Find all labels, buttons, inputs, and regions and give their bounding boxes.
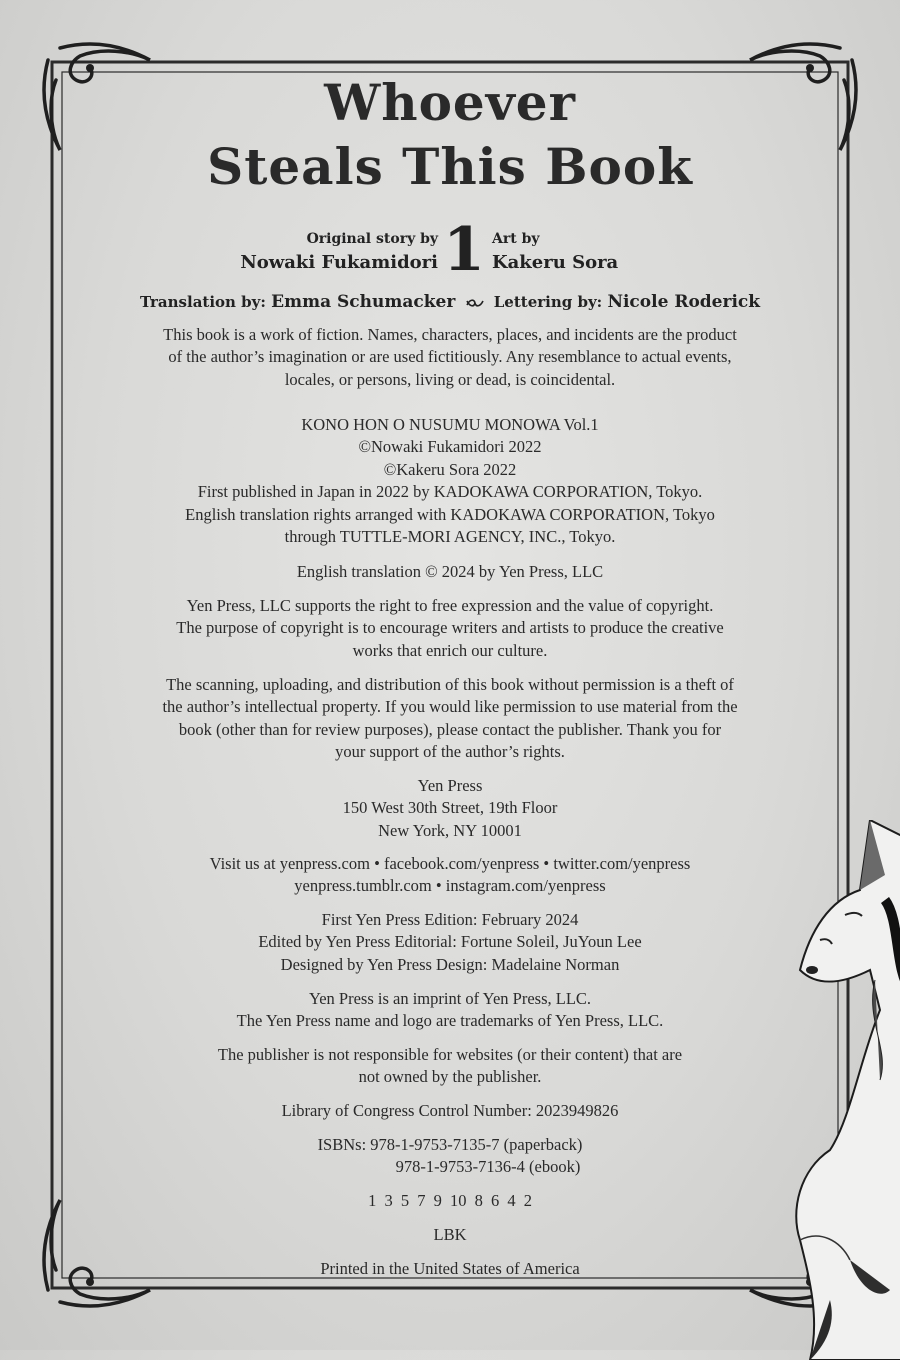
text-line: ISBNs: 978-1-9753-7135-7 (paperback) xyxy=(317,1135,583,1154)
original-story-name: Nowaki Fukamidori xyxy=(240,252,438,273)
text-line: Printed in the United States of America xyxy=(320,1259,580,1278)
original-story-credit xyxy=(240,228,438,276)
fiction-disclaimer xyxy=(80,324,820,391)
art-role: Art by xyxy=(492,231,540,247)
flourish-icon xyxy=(465,297,485,309)
fox-illustration xyxy=(790,820,900,1360)
text-line: 1 3 5 7 9 10 8 6 4 2 xyxy=(368,1191,532,1210)
staff-credits xyxy=(40,292,860,312)
lettering-label: Lettering by: xyxy=(493,293,603,311)
title-line-2: Steals This Book xyxy=(207,137,693,196)
text-line: the author’s intellectual property. If you would like permission to use material from the xyxy=(162,697,738,717)
translation-label: Translation by: xyxy=(139,293,266,311)
imprint-info xyxy=(80,988,820,1033)
printed-in xyxy=(80,1258,820,1280)
text-line: your support of the author’s rights. xyxy=(335,742,565,762)
text-line: 150 West 30th Street, 19th Floor xyxy=(342,798,558,818)
art-credit xyxy=(492,228,618,276)
text-line: book (other than for review purposes), please contact the publisher. Thank you for xyxy=(178,719,722,739)
text-line: works that enrich our culture. xyxy=(352,640,548,660)
text-line: yenpress.tumblr.com • instagram.com/yenpress xyxy=(294,876,606,896)
text-line: locales, or persons, living or dead, is coincidental. xyxy=(284,369,616,389)
volume-number: 1 xyxy=(443,215,485,285)
original-story-role: Original story by xyxy=(306,231,438,247)
text-line: The publisher is not responsible for websites (or their content) that are xyxy=(217,1045,683,1064)
text-line: through TUTTLE-MORI AGENCY, INC., Tokyo. xyxy=(284,527,616,547)
isbn-block xyxy=(80,1134,820,1179)
copyright-statement xyxy=(80,595,820,662)
book-title xyxy=(40,73,860,196)
text-line: First Yen Press Edition: February 2024 xyxy=(321,910,579,929)
translation-copyright xyxy=(80,561,820,583)
text-line: KONO HON O NUSUMU MONOWA Vol.1 xyxy=(301,415,599,434)
loc-number xyxy=(80,1100,820,1122)
printer-code xyxy=(80,1224,820,1246)
text-line: English translation © 2024 by Yen Press, LLC xyxy=(296,562,604,581)
text-line: Yen Press is an imprint of Yen Press, LLC. xyxy=(308,989,592,1008)
text-line: The Yen Press name and logo are trademarks of Yen Press, LLC. xyxy=(236,1011,664,1031)
text-line: ©Kakeru Sora 2022 xyxy=(383,459,517,479)
title-line-1: Whoever xyxy=(324,73,576,132)
text-line: This book is a work of fiction. Names, characters, places, and incidents are the product xyxy=(163,325,737,344)
text-line: English translation rights arranged with KADOKAWA CORPORATION, Tokyo xyxy=(185,504,715,524)
text-line: Library of Congress Control Number: 2023949826 xyxy=(281,1101,619,1120)
text-line: Designed by Yen Press Design: Madelaine Norman xyxy=(280,954,620,974)
text-line: LBK xyxy=(433,1225,467,1244)
text-line: Yen Press, LLC supports the right to free expression and the value of copyright. xyxy=(186,596,714,615)
text-line: Visit us at yenpress.com • facebook.com/yenpress • twitter.com/yenpress xyxy=(209,854,691,873)
translation-name: Emma Schumacker xyxy=(271,292,456,312)
text-line: Yen Press xyxy=(417,776,483,795)
text-line: The purpose of copyright is to encourage writers and artists to produce the creative xyxy=(176,618,724,638)
publisher-address xyxy=(80,775,820,842)
text-line: ©Nowaki Fukamidori 2022 xyxy=(358,437,542,457)
text-line: Edited by Yen Press Editorial: Fortune Soleil, JuYoun Lee xyxy=(258,932,642,952)
lettering-name: Nicole Roderick xyxy=(607,292,761,312)
text-line: First published in Japan in 2022 by KADOKAWA CORPORATION, Tokyo. xyxy=(197,482,703,502)
website-disclaimer xyxy=(80,1044,820,1089)
piracy-notice xyxy=(80,674,820,764)
original-copyright xyxy=(80,414,820,548)
text-line: of the author’s imagination or are used fictitiously. Any resemblance to actual events, xyxy=(168,347,732,367)
text-line: 978-1-9753-7136-4 (ebook) xyxy=(395,1157,581,1177)
publisher-links xyxy=(80,853,820,898)
printing-line xyxy=(80,1190,820,1212)
text-line: The scanning, uploading, and distribution of this book without permission is a theft of xyxy=(166,675,734,694)
art-name: Kakeru Sora xyxy=(492,252,619,273)
text-line: not owned by the publisher. xyxy=(358,1067,542,1087)
text-line: New York, NY 10001 xyxy=(378,820,522,840)
credits-block xyxy=(40,215,860,288)
edition-info xyxy=(80,909,820,976)
